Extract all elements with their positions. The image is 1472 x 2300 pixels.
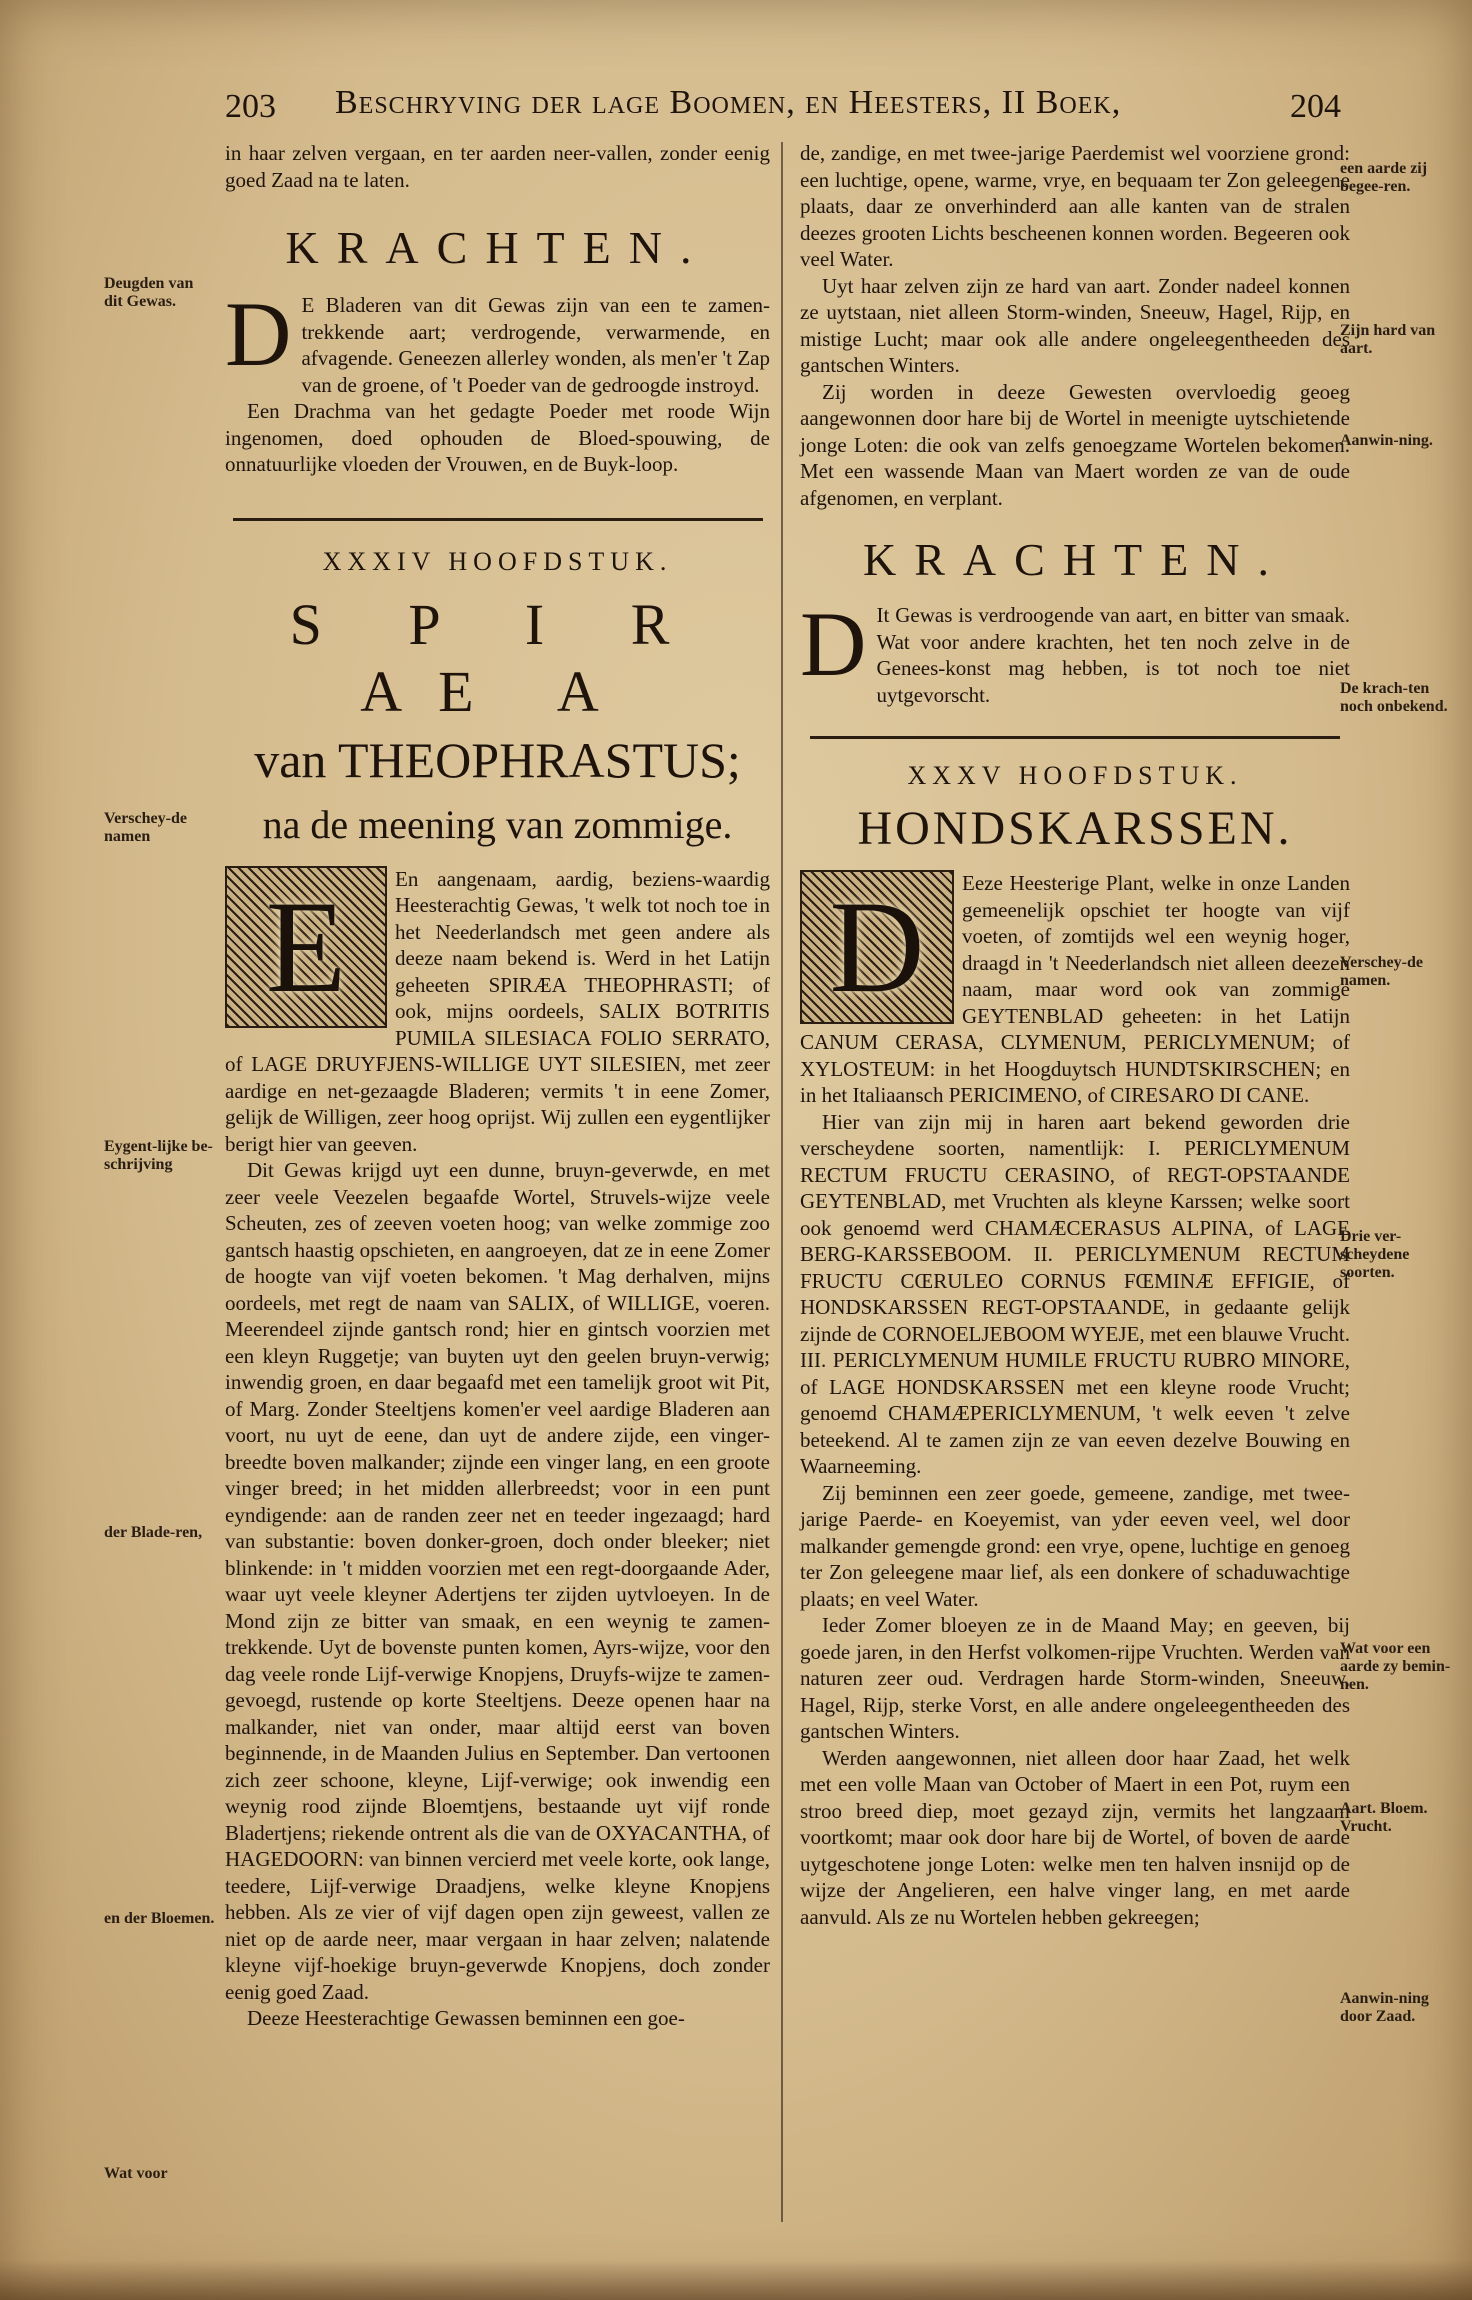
margin-note-aanwinning-zaad: Aanwin-ning door Zaad. [1340,1990,1429,2025]
left-column [225,140,770,2032]
right-body-para-4: Ieder Zomer bloeyen ze in de Maand May; en geeven, bij goede jaren, in den Herfst volkomen-rijpe Vruchten. Werden van naturen zeer oud. Verdragen harde Storm-winden, Sneeuw, Hagel, Rijp, sterke Vorst, en alle andere ongeleegentheeden des gantschen Winters. [800,1613,1350,1743]
krachten-section-right [800,593,1350,708]
margin-note-en-der-bloemen: en der Bloemen. [104,1910,215,1927]
body-para-3: Deeze Heesterachtige Gewassen beminnen een goe- [247,2006,685,2030]
margin-note-de-krachten: De krach-ten noch onbekend. [1340,680,1448,715]
margin-note-der-bladeren: der Blade-ren, [104,1524,203,1541]
chapter-body-right [800,870,1350,1930]
right-para-3: Zij worden in deeze Gewesten overvloedig geoeg aangewonnen door hare bij de Wortel in meenigte uytschietende jonge Loten: die ook van zelfs genoegzame Wortelen bekomen. Met een wassende Maan van Maert worden ze van de oude afgenomen, en verplant. [800,379,1350,510]
body-para-2: Dit Gewas krijgd uyt een dunne, bruyn-geverwde, en met zeer veele Veezelen begaafde Wortel, Struvels-wijze veele Scheuten, zes of zeeven voeten hoog; van welke zommige zoo gantsch haastig opschieten, en aangroeyen, dat ze in eene Zomer de hoogte van vijf voeten bekomen. 't Mag derhalven, mijns oordeels, met regt de naam van SALIX, of WILLIGE, voeren. Meerendeel zijnde gantsch rond; hier en gintsch voorzien met een kleyn Ruggetje; van buyten uyt den geelen bruyn-verwig; inwendig groen, en daar begaafd met een tamelijk groot wit Pit, of Marg. Zonder Steeltjens komen'er veel aardige Bladeren aan voort, nu uyt de eene, dan uyt de andere zijde, een vinger-breedte boven malkander; zijnde een vinger lang, en een groote vinger breed; in het midden allerbreedst; voor in een punt eyndigende: aan de randen zeer net en teeder ingezaagd; hard van substantie: boven donker-groen, doch onder bleeker; niet blinkende: in 't midden voorzien met een regt-doorgaande Ader, waar uyt veele kleyner Adertjens ter zijden uytvloeyen. In de Mond zijn ze bitter van smaak, en een weynig te zamen-trekkende. Uyt de bovenste punten komen, Ayrs-wijze, voor den dag veele ronde Lijf-verwige Knopjens, Druyfs-wijze te zamen-gevoegd, rustende op korte Steeltjens. Deeze openen haar na malkander, niet van onder, maar altijd eerst van boven beginnende, in de Maanden Julius en September. Dan vertoonen zich zeer schoone, kleyne, Lijf-verwige; ook inwendig een weynig rood zijnde Bloemtjens, bestaande uyt vijf ronde Bladertjens; riekende ontrent als die van de OXYACANTHA, of HAGEDOORN: van binnen vercierd met veele korte, ook lange, teedere, Lijf-verwige Draadjens, welke kleyne Knopjens hebben. Als ze vier of vijf dagen open zijn geweest, vallen ze niet op de aarde neer, maar vergaan in haar zelven; nalatende kleyne vijf-hoekige bruyn-geverwde Knopjens, doch zonder eenig goed Zaad. [225,1158,770,2004]
krachten-heading: KRACHTEN. [285,222,710,273]
margin-note-wat-voor: Wat voor [104,2165,168,2182]
krachten-para-1: E Bladeren van dit Gewas zijn van een te zamen-trekkende aart; verdrogende, verwarmende, en afvagende. Geneezen allerley wonden, als men'er 't Zap van de groene, of 't Poeder van de gedroogde instroyd. [301,293,770,397]
running-head: Beschryving der lage Boomen, en Heesters, II Boek, [335,84,1122,121]
column-divider [781,142,783,2222]
margin-note-zijn-hard: Zijn hard van aart. [1340,322,1436,357]
right-para-2: Uyt haar zelven zijn ze hard van aart. Zonder nadeel konnen ze uytstaan, niet alleen Storm-winden, Sneeuw, Hagel, Rijp, en mistige Lucht; maar ook alle andere ongeleegentheeden des gantschen Winters. [800,273,1350,377]
section-rule [233,518,763,521]
margin-note-aanwinning: Aanwin-ning. [1340,432,1433,449]
chapter-subtitle-2: na de meening van zommige. [262,801,733,847]
margin-note-verscheyde-namen: Verschey-de namen [104,810,187,845]
margin-note-een-aarde: een aarde zij begee-ren. [1340,160,1428,195]
chapter-title: S P I R AE A [289,591,706,724]
krachten-heading-right: KRACHTEN. [863,534,1287,585]
chapter-number: XXXIV HOOFDSTUK. [322,546,673,576]
krachten-section [225,283,770,478]
ornamental-initial-letter-d: D [829,873,925,1020]
dropcap-d-right: D [800,593,867,695]
right-body-para-3: Zij beminnen een zeer goede, gemeene, zandige, met twee-jarige Paerde- en Koeyemist, van yder eeven veel, wel door malkander gemengde grond: een vrye, opene, luchtige en genoeg ter Zon geleegene maar lief, als een donkere of schaduwachtige plaats; en veel Water. [800,1480,1350,1611]
intro-text: in haar zelven vergaan, en ter aarden neer-vallen, zonder eenig goed Zaad na te laten. [225,141,770,192]
right-para-1: de, zandige, en met twee-jarige Paerdemist wel voorziene grond: een luchtige, opene, warme, vrye, en bequaam ter Zon geleegene plaats, daar ze onverhinderd aan alle kanten van de stralen deezes grooten Lichts bescheenen konnen worden. Begeeren ook veel Water. [800,141,1350,271]
ornamental-initial-e [225,866,387,1028]
ornamental-initial-d [800,870,954,1024]
page-number-left: 203 [225,88,276,125]
chapter-title-right: HONDSKARSSEN. [857,802,1293,855]
page-number-right: 204 [1290,88,1341,125]
chapter-subtitle-1: van THEOPHRASTUS; [254,731,741,788]
right-body-para-1: Eeze Heesterige Plant, welke in onze Landen gemeenelijk opschiet ter hoogte van vijf voeten, of zomtijds wel een weynig hoger, draagd in 't Neederlandsch niet alleen deezen naam, maar word ook van zommige GEYTENBLAD geheeten: in het Latijn CANUM CERASA, CLYMENUM, PERICLYMENUM; of XYLOSTEUM: in het Hoogduytsch HUNDTSKIRSCHEN; en in het Italiaansch PERICIMENO, of CIRESARO DI CANE. [800,871,1350,1107]
margin-note-verscheyde-namen-right: Verschey-de namen. [1340,954,1423,989]
chapter-body [225,866,770,2032]
ornamental-initial-letter: E [265,872,347,1020]
right-body-para-5: Werden aangewonnen, niet alleen door haar Zaad, het welk met een volle Maan van October of Maert in een Pot, ruym een stroo breed diep, moet gezayd zijn, vermits het langzaam voortkomt; maar ook door hare bij de Wortel, of boven de aarde uytgeschotene jonge Loten: welke men ten halven insnijd op de wijze der Angelieren, een halve vinger lang, en met aarde aanvuld. Als ze nu Wortelen hebben gekreegen; [800,1745,1350,1929]
krachten-right-para: It Gewas is verdroogende van aart, en bitter van smaak. Wat voor andere krachten, het ten noch zelve in de Genees-konst mag hebben, is tot noch toe niet uytgevorscht. [876,603,1350,707]
page-edge-shadow [0,2260,1472,2300]
margin-note-drie-soorten: Drie ver-scheydene soorten. [1340,1228,1410,1281]
dropcap-d: D [225,283,292,385]
margin-note-deugden: Deugden van dit Gewas. [104,275,194,310]
krachten-para-2: Een Drachma van het gedagte Poeder met roode Wijn ingenomen, doed ophouden de Bloed-spouwing, de onnatuurlijke vloeden der Vrouwen, en de Buyk-loop. [225,399,770,476]
chapter-number-right: XXXV HOOFDSTUK. [907,761,1243,790]
margin-note-aart-bloem-vrucht: Aart. Bloem. Vrucht. [1340,1800,1428,1835]
margin-note-eygentlijke: Eygent-lijke be-schrijving [104,1138,213,1173]
body-para-1: En aangenaam, aardig, beziens-waardig Heesterachtig Gewas, 't welk tot noch toe in het Neederlandsch met geen andere als deeze naam bekend is. Werd in het Latijn geheeten SPIRÆA THEOPHRASTI; of ook, mijns oordeels, SALIX BOTRITIS PUMILA SILESIACA FOLIO SERRATO, of LAGE DRUYFJENS-WILLIGE UYT SILESIEN, met zeer aardige en net-gezaagde Bladeren; vermits 't in eene Zomer, gelijk de Willigen, zeer hoog oprijst. Wij zullen een eygentlijker berigt hier van geeven. [225,866,770,1156]
section-rule-right [810,736,1340,739]
right-body-para-2: Hier van zijn mij in haren aart bekend geworden drie verscheydene soorten, namentlijk: I. PERICLYMENUM RECTUM FRUCTU CERASINO, of REGT-OPSTAANDE GEYTENBLAD, met Vruchten als kleyne Karssen; welke soort ook genoemd werd CHAMÆCERASUS ALPINA, of LAGE BERG-KARSSEBOOM. II. PERICLYMENUM RECTUM FRUCTU CŒRULEO CORNUS FŒMINÆ EFFIGIE, of HONDSKARSSEN REGT-OPSTAANDE, in gedaante gelijk zijnde de CORNOELJEBOOM WYEJE, met een blauwe Vrucht. III. PERICLYMENUM HUMILE FRUCTU RUBRO MINORE, of LAGE HONDSKARSSEN met een kleyne roode Vrucht; genoemd CHAMÆPERICLYMENUM, 't welk eeven 't zelve beteekend. Al te zamen zijn ze van eeven dezelve Bouwing en Waarneeming. [800,1109,1350,1478]
margin-note-wat-voor-aarde: Wat voor een aarde zy bemin-nen. [1340,1640,1451,1693]
right-column [800,140,1350,1930]
